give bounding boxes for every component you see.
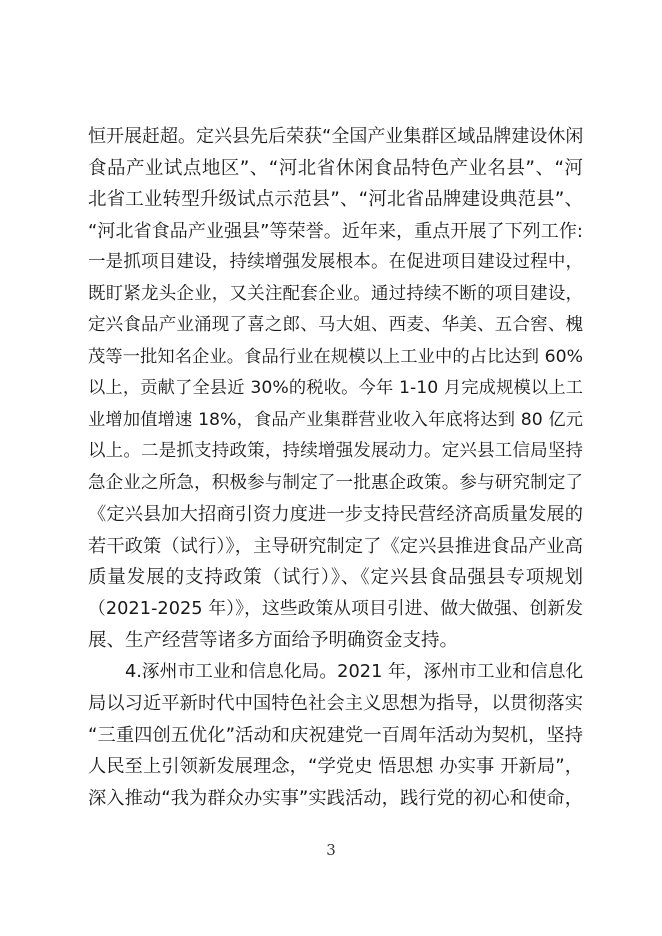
text-line: 茂等一批知名企业。食品行业在规模以上工业中的占比达到 60% <box>88 346 583 367</box>
text-line: 以上。二是抓支持政策，持续增强发展动力。定兴县工信局坚持 <box>88 441 583 461</box>
text-line-paragraph-end: 展、生产经营等诸多方面给予明确资金支持。 <box>88 630 459 651</box>
text-line: “三重四创五优化”活动和庆祝建党一百周年活动为契机，坚持 <box>88 724 583 746</box>
text-line: 人民至上引领新发展理念，“学党史 悟思想 办实事 开新局”， <box>88 756 583 777</box>
text-line: 急企业之所急，积极参与制定了一批惠企政策。参与研究制定了 <box>88 472 583 493</box>
text-line: 若干政策（试行）》，主导研究制定了《定兴县推进食品产业高 <box>88 535 583 557</box>
text-line: 恒开展赶超。定兴县先后荣获“全国产业集群区域品牌建设休闲 <box>88 126 584 147</box>
text-line: 北省工业转型升级试点示范县”、“河北省品牌建设典范县”、 <box>88 189 583 210</box>
page-number: 3 <box>326 841 336 859</box>
text-line-paragraph-start: 4.涿州市工业和信息化局。2021 年，涿州市工业和信息化 <box>125 661 584 682</box>
text-line: 食品产业试点地区”、“河北省休闲食品特色产业名县”、“河 <box>88 157 583 179</box>
text-line: “河北省食品产业强县”等荣誉。近年来，重点开展了下列工作: <box>88 220 583 242</box>
text-line: 以上，贡献了全县近 30%的税收。今年 1-10 月完成规模以上工 <box>88 378 583 398</box>
text-line: （2021-2025 年）》，这些政策从项目引进、做大做强、创新发 <box>88 598 583 619</box>
body-text <box>88 121 583 814</box>
text-line: 既盯紧龙头企业，又关注配套企业。通过持续不断的项目建设， <box>88 283 583 304</box>
text-line: 业增加值增速 18%，食品产业集群营业收入年底将达到 80 亿元 <box>88 409 583 430</box>
text-line: 定兴食品产业涌现了喜之郎、马大姐、西麦、华美、五合窖、槐 <box>88 315 583 335</box>
text-line: 一是抓项目建设，持续增强发展根本。在促进项目建设过程中， <box>88 252 583 272</box>
text-line: 质量发展的支持政策（试行）》、《定兴县食品强县专项规划 <box>88 567 583 588</box>
text-line: 局以习近平新时代中国特色社会主义思想为指导，以贯彻落实 <box>88 693 583 714</box>
text-line: 深入推动“我为群众办实事”实践活动，践行党的初心和使命， <box>88 787 583 809</box>
text-line: 《定兴县加大招商引资力度进一步支持民营经济高质量发展的 <box>88 504 583 525</box>
